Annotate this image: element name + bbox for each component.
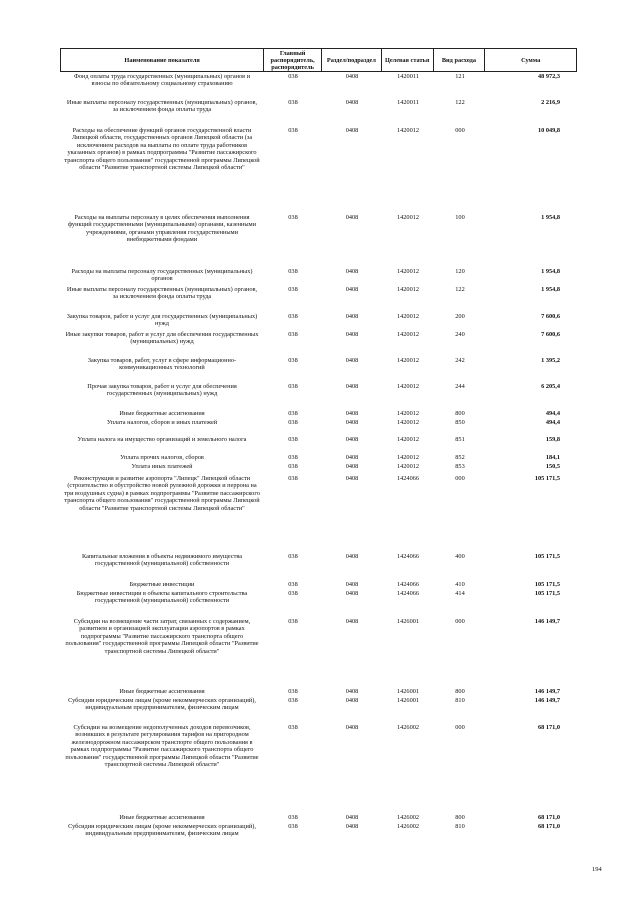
row-vr: 240	[455, 331, 465, 338]
row-sum: 68 171,0	[537, 823, 560, 830]
row-section: 0408	[345, 410, 359, 417]
row-sum: 1 954,8	[541, 286, 560, 293]
row-name: Уплата налога на имущество организаций и земельного налога	[77, 436, 247, 443]
row-sum: 159,8	[545, 436, 560, 443]
row-article: 1420012	[396, 214, 420, 221]
row-sum: 105 171,5	[534, 553, 560, 560]
row-sum: 7 600,6	[541, 313, 560, 320]
row-sum: 494,4	[545, 410, 560, 417]
header-section: Раздел/подраздел	[322, 49, 382, 71]
row-section: 0408	[345, 99, 359, 106]
row-vr: 800	[455, 410, 465, 417]
row-admin: 038	[288, 268, 298, 275]
row-admin: 038	[288, 814, 298, 821]
table-row	[60, 313, 577, 328]
row-name: Уплата прочих налогов, сборов	[120, 454, 204, 461]
table-row	[60, 214, 577, 244]
row-article: 1420012	[396, 383, 420, 390]
row-name: Расходы на обеспечение функций органов государственной власти Липецкой области, государственных органов Липецкой области (за исключением расходов на выплаты по оплате труда работников указанных органов) в рамках подпрограммы "Развитие пассажирского транспорта общего пользования" государственной программы Липецкой области "Развитие транспортной системы Липецкой области"	[64, 127, 260, 172]
row-admin: 038	[288, 127, 298, 134]
table-row	[60, 724, 577, 769]
row-vr: 810	[455, 697, 465, 704]
row-article: 1420012	[396, 331, 420, 338]
row-name: Субсидии юридическим лицам (кроме некоммерческих организаций), индивидуальным предпринимателям, физическим лицам	[68, 697, 256, 712]
row-sum: 1 954,8	[541, 268, 560, 275]
row-admin: 038	[288, 463, 298, 470]
row-vr: 244	[455, 383, 465, 390]
row-article: 1420012	[396, 313, 420, 320]
row-section: 0408	[345, 618, 359, 625]
row-section: 0408	[345, 383, 359, 390]
row-sum: 146 149,7	[534, 697, 560, 704]
row-article: 1426002	[396, 814, 420, 821]
row-article: 1420012	[396, 436, 420, 443]
table-row	[60, 331, 577, 346]
row-name: Уплата иных платежей	[131, 463, 193, 470]
row-article: 1426001	[396, 697, 420, 704]
table-row	[60, 436, 577, 443]
row-vr: 852	[455, 454, 465, 461]
row-sum: 105 171,5	[534, 581, 560, 588]
row-article: 1426001	[396, 618, 420, 625]
row-sum: 146 149,7	[534, 688, 560, 695]
row-sum: 10 049,8	[537, 127, 560, 134]
row-article: 1424066	[396, 590, 420, 597]
row-admin: 038	[288, 419, 298, 426]
row-vr: 400	[455, 553, 465, 560]
row-admin: 038	[288, 286, 298, 293]
row-vr: 100	[455, 214, 465, 221]
row-sum: 105 171,5	[534, 590, 560, 597]
row-sum: 6 205,4	[541, 383, 560, 390]
row-name: Иные выплаты персоналу государственных (муниципальных) органов, за исключением фонда оплаты труда	[66, 286, 258, 301]
table-row	[60, 419, 577, 426]
row-vr: 000	[455, 127, 465, 134]
row-vr: 120	[455, 268, 465, 275]
row-name: Расходы на выплаты персоналу государственных (муниципальных) органов	[71, 268, 253, 283]
row-name: Бюджетные инвестиции	[129, 581, 195, 588]
header-article: Целевая статья	[382, 49, 434, 71]
row-section: 0408	[345, 419, 359, 426]
row-article: 1426001	[396, 688, 420, 695]
table-row	[60, 99, 577, 114]
header-vr: Вид расхода	[434, 49, 486, 71]
row-name: Иные бюджетные ассигнования	[119, 814, 205, 821]
row-sum: 68 171,0	[537, 814, 560, 821]
row-section: 0408	[345, 127, 359, 134]
row-vr: 000	[455, 618, 465, 625]
row-article: 1420011	[397, 73, 419, 80]
row-section: 0408	[345, 454, 359, 461]
row-article: 1420011	[397, 99, 419, 106]
row-sum: 2 216,9	[541, 99, 560, 106]
row-vr: 200	[455, 313, 465, 320]
row-article: 1420012	[396, 127, 420, 134]
row-vr: 122	[455, 286, 465, 293]
row-vr: 410	[455, 581, 465, 588]
row-vr: 800	[455, 814, 465, 821]
row-name: Субсидии юридическим лицам (кроме некоммерческих организаций), индивидуальным предпринимателям, физическим лицам	[68, 823, 256, 838]
row-admin: 038	[288, 214, 298, 221]
row-article: 1420012	[396, 454, 420, 461]
table-row	[60, 286, 577, 301]
row-name: Прочая закупка товаров, работ и услуг для обеспечения государственных (муниципальных) нужд	[87, 383, 237, 398]
row-article: 1420012	[396, 463, 420, 470]
row-name: Капитальные вложения в объекты недвижимого имущества государственной (муниципальной) собственности	[81, 553, 243, 568]
row-article: 1424066	[396, 553, 420, 560]
row-section: 0408	[345, 688, 359, 695]
row-section: 0408	[345, 814, 359, 821]
row-section: 0408	[345, 436, 359, 443]
row-vr: 853	[455, 463, 465, 470]
row-name: Уплата налогов, сборов и иных платежей	[106, 419, 218, 426]
row-name: Бюджетные инвестиции в объекты капитального строительства государственной (муниципальной) собственности	[76, 590, 248, 605]
row-sum: 105 171,5	[534, 475, 560, 482]
row-name: Расходы на выплаты персоналу в целях обеспечения выполнения функций государственными (муниципальными) органами, казенными учреждениями, органами управления государственными внебюджетными фондами	[68, 214, 256, 244]
row-section: 0408	[345, 475, 359, 482]
table-row	[60, 357, 577, 372]
row-section: 0408	[345, 214, 359, 221]
row-admin: 038	[288, 590, 298, 597]
row-article: 1424066	[396, 581, 420, 588]
row-article: 1420012	[396, 410, 420, 417]
row-admin: 038	[288, 357, 298, 364]
header-name: Наименование показателя	[61, 49, 264, 71]
row-admin: 038	[288, 823, 298, 830]
row-vr: 850	[455, 419, 465, 426]
row-sum: 48 972,3	[537, 73, 560, 80]
row-admin: 038	[288, 410, 298, 417]
row-vr: 242	[455, 357, 465, 364]
header-sum: Сумма	[521, 56, 541, 64]
row-name: Иные бюджетные ассигнования	[119, 410, 205, 417]
row-name: Субсидии на возмещение части затрат, связанных с содержанием, развитием и организацией эксплуатации аэропортов в рамках подпрограммы "Развитие пассажирского транспорта общего пользования" государственной программы Липецкой области "Развитие транспортной системы Липецкой области"	[65, 618, 259, 655]
row-admin: 038	[288, 383, 298, 390]
row-article: 1424066	[396, 475, 420, 482]
table-row	[60, 823, 577, 838]
row-article: 1420012	[396, 268, 420, 275]
row-sum: 494,4	[545, 419, 560, 426]
table-row	[60, 697, 577, 712]
row-admin: 038	[288, 475, 298, 482]
header-admin: Главный распорядитель, распорядитель	[264, 49, 322, 71]
row-section: 0408	[345, 357, 359, 364]
table-row	[60, 590, 577, 605]
table-row	[60, 383, 577, 398]
row-name: Иные закупки товаров, работ и услуг для обеспечения государственных (муниципальных) нужд	[65, 331, 259, 346]
row-admin: 038	[288, 618, 298, 625]
page-number: 194	[592, 866, 602, 873]
row-article: 1420012	[396, 286, 420, 293]
row-section: 0408	[345, 313, 359, 320]
row-vr: 810	[455, 823, 465, 830]
row-sum: 68 171,0	[537, 724, 560, 731]
row-admin: 038	[288, 99, 298, 106]
table-header	[60, 48, 577, 72]
row-section: 0408	[345, 553, 359, 560]
row-admin: 038	[288, 73, 298, 80]
table-row	[60, 463, 577, 470]
row-vr: 800	[455, 688, 465, 695]
row-admin: 038	[288, 697, 298, 704]
table-row	[60, 618, 577, 655]
row-section: 0408	[345, 697, 359, 704]
table-row	[60, 475, 577, 512]
row-name: Иные бюджетные ассигнования	[119, 688, 205, 695]
table-row	[60, 553, 577, 568]
row-sum: 184,1	[545, 454, 560, 461]
row-sum: 150,5	[545, 463, 560, 470]
row-section: 0408	[345, 286, 359, 293]
row-vr: 851	[455, 436, 465, 443]
row-sum: 7 600,6	[541, 331, 560, 338]
table-row	[60, 814, 577, 821]
row-article: 1420012	[396, 419, 420, 426]
row-vr: 122	[455, 99, 465, 106]
row-section: 0408	[345, 73, 359, 80]
row-section: 0408	[345, 331, 359, 338]
row-admin: 038	[288, 313, 298, 320]
row-article: 1426002	[396, 823, 420, 830]
row-name: Субсидии на возмещение недополученных доходов перевозчиков, возникших в результате регулирования тарифов на пригородном железнодорожном пассажирском транспорте общего пользования в рамках подпрограммы "Развитие пассажирского транспорта общего пользования" государственной программы Липецкой области "Развитие транспортной системы Липецкой области"	[65, 724, 259, 769]
row-admin: 038	[288, 454, 298, 461]
row-article: 1420012	[396, 357, 420, 364]
table-row	[60, 127, 577, 172]
row-admin: 038	[288, 436, 298, 443]
table-row	[60, 688, 577, 695]
table-row	[60, 73, 577, 88]
row-name: Иные выплаты персоналу государственных (муниципальных) органов, за исключением фонда оплаты труда	[66, 99, 258, 114]
row-section: 0408	[345, 463, 359, 470]
row-admin: 038	[288, 553, 298, 560]
row-vr: 414	[455, 590, 465, 597]
row-admin: 038	[288, 581, 298, 588]
row-vr: 121	[455, 73, 465, 80]
row-section: 0408	[345, 581, 359, 588]
row-sum: 1 954,8	[541, 214, 560, 221]
row-article: 1426002	[396, 724, 420, 731]
row-admin: 038	[288, 331, 298, 338]
table-row	[60, 410, 577, 417]
row-admin: 038	[288, 688, 298, 695]
row-name: Реконструкция и развитие аэропорта "Липецк" Липецкой области (строительство и обустройство новой рулежной дорожки и перрона на три воздушных судна) в рамках подпрограммы "Развитие пассажирского транспорта общего пользования" государственной программы Липецкой области "Развитие транспортной системы Липецкой области"	[64, 475, 260, 512]
row-name: Закупка товаров, работ, услуг в сфере информационно-коммуникационных технологий	[87, 357, 237, 372]
row-section: 0408	[345, 724, 359, 731]
row-section: 0408	[345, 268, 359, 275]
row-sum: 146 149,7	[534, 618, 560, 625]
table-row	[60, 268, 577, 283]
row-vr: 000	[455, 475, 465, 482]
row-name: Закупка товаров, работ и услуг для государственных (муниципальных) нужд	[66, 313, 258, 328]
row-name: Фонд оплаты труда государственных (муниципальных) органов и взносы по обязательному социальному страхованию	[73, 73, 251, 88]
table-row	[60, 581, 577, 588]
row-section: 0408	[345, 590, 359, 597]
row-sum: 1 395,2	[541, 357, 560, 364]
row-vr: 000	[455, 724, 465, 731]
row-admin: 038	[288, 724, 298, 731]
table-row	[60, 454, 577, 461]
row-section: 0408	[345, 823, 359, 830]
